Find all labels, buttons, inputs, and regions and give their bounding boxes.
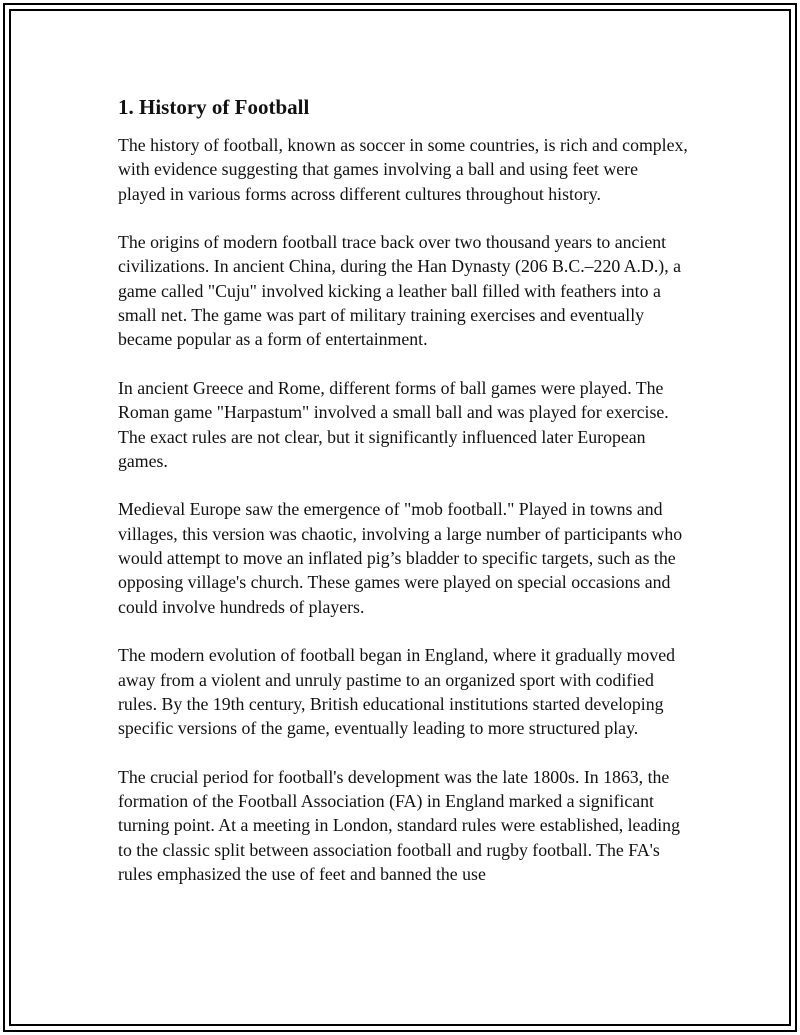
paragraph-6: The crucial period for football's development was the late 1800s. In 1863, the formation of the Football Association (FA) in England marked a significant turning point. At a meeting in London, standard rules were established, leading to the classic split between association football and rugby football. The FA's rules emphasized the use of feet and banned the use	[118, 766, 680, 884]
paragraph-5: The modern evolution of football began in England, where it gradually moved away from a violent and unruly pastime to an organized sport with codified rules. By the 19th century, British educational institutions started developing specific versions of the game, eventually leading to more structured play.	[118, 645, 675, 739]
paragraph-1: The history of football, known as soccer in some countries, is rich and complex, with evidence suggesting that games involving a ball and using feet were played in various forms across different cultures throughout history.	[118, 135, 688, 204]
paragraph-3: In ancient Greece and Rome, different forms of ball games were played. The Roman game "Harpastum" involved a small ball and was played for exercise. The exact rules are not clear, but it significantly influenced later European games.	[118, 377, 669, 471]
paragraph-2: The origins of modern football trace back over two thousand years to ancient civilizations. In ancient China, during the Han Dynasty (206 B.C.–220 A.D.), a game called "Cuju" involved kicking a leather ball filled with feathers into a small net. The game was part of military training exercises and eventually became popular as a form of entertainment.	[118, 232, 681, 350]
section-heading: 1. History of Football	[118, 95, 310, 119]
paragraph-4: Medieval Europe saw the emergence of "mob football." Played in towns and villages, this version was chaotic, involving a large number of participants who would attempt to move an inflated pig’s bladder to specific targets, such as the opposing village's church. These games were played on special occasions and could involve hundreds of players.	[118, 499, 683, 617]
document-body	[118, 94, 688, 886]
